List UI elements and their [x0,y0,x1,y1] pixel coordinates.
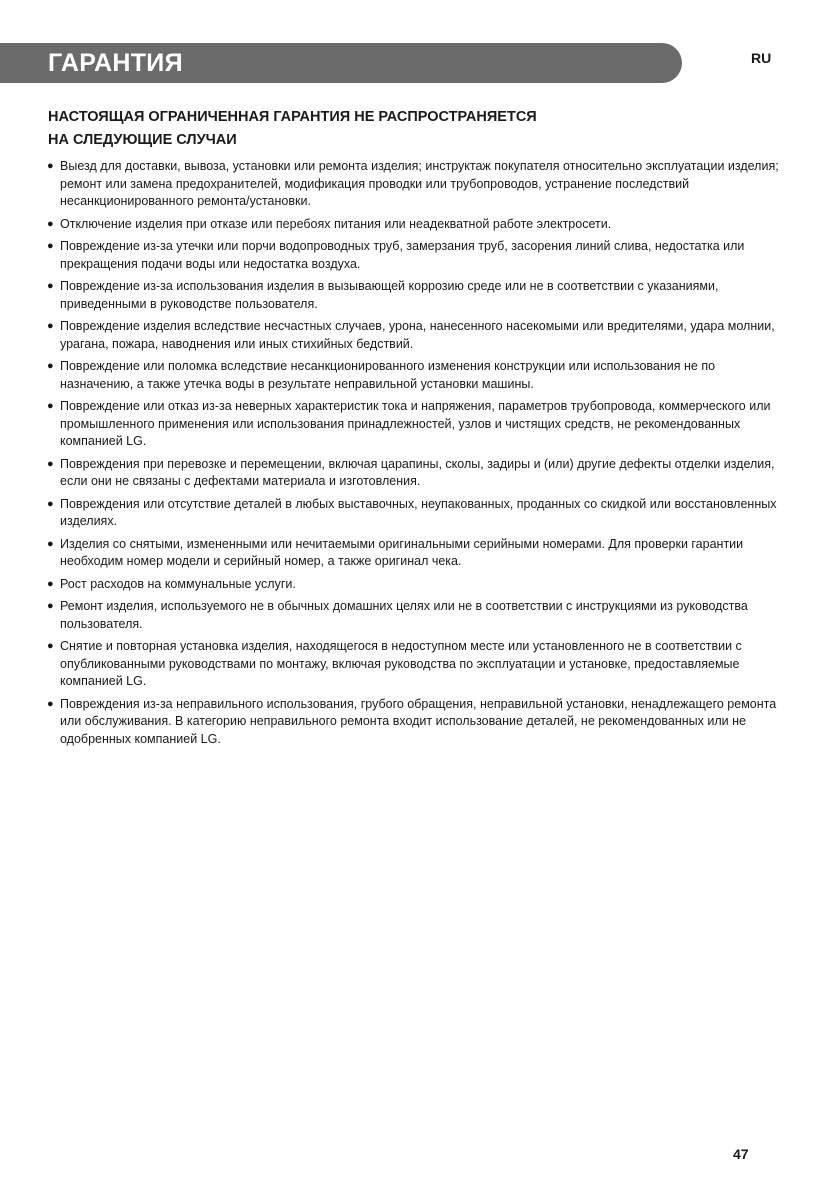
list-item-text: Снятие и повторная установка изделия, находящегося в недоступном месте или установленного не в соответствии с опубликованными руководствами по монтажу, включая руководства по эксплуатации и установке, предоставляемые компанией LG. [60,639,742,688]
bullet-icon: ● [47,537,54,550]
exclusions-list [47,158,779,753]
bullet-icon: ● [47,217,54,230]
list-item-text: Повреждение из-за использования изделия в вызывающей коррозию среде или не в соответствии с указаниями, приведенными в руководстве пользователя. [60,279,719,311]
page-number: 47 [733,1146,749,1162]
language-code: RU [751,50,772,66]
bullet-icon: ● [47,640,54,652]
bullet-icon: ● [47,697,54,710]
bullet-icon: ● [47,160,54,172]
list-item-text: Повреждения или отсутствие деталей в любых выставочных, неупакованных, проданных со скидкой или восстановленных изделиях. [60,496,777,528]
list-item [47,318,779,353]
section-heading-line-2: НА СЛЕДУЮЩИЕ СЛУЧАИ [48,132,237,148]
bullet-icon: ● [47,320,54,332]
list-item [47,456,779,491]
bullet-icon: ● [47,497,54,510]
list-item-text: Изделия со снятыми, измененными или нечитаемыми оригинальными серийными номерами. Для проверки гарантии необходим номер модели и серийный номер, а также оригинал чека. [60,536,744,568]
list-item [47,638,779,691]
list-item [47,598,779,633]
bullet-icon: ● [47,457,54,470]
list-item [47,358,779,393]
list-item-text: Повреждение из-за утечки или порчи водопроводных труб, замерзания труб, засорения линий слива, недостатка или прекращения подачи воды или недостатка воздуха. [60,239,745,271]
list-item [47,576,779,594]
list-item [47,158,779,211]
list-item-text: Повреждение или поломка вследствие несанкционированного изменения конструкции или использования не по назначению, а также утечка воды в результате неправильной установки машины. [60,359,716,391]
list-item [47,496,779,531]
list-item-text: Выезд для доставки, вывоза, установки или ремонта изделия; инструктаж покупателя относительно эксплуатации изделия; ремонт или замена предохранителей, модификация проводки или трубопроводов, устранение последствий несанкционированного ремонта/установки. [60,159,779,208]
list-item-text: Отключение изделия при отказе или перебоях питания или неадекватной работе электросети. [60,216,612,231]
section-heading [48,106,768,152]
list-item [47,536,779,571]
list-item [47,238,779,273]
header-band [0,43,682,83]
list-item [47,398,779,451]
bullet-icon: ● [47,577,54,590]
list-item-text: Ремонт изделия, используемого не в обычных домашних целях или не в соответствии с инструкциями из руководства пользователя. [60,599,748,631]
bullet-icon: ● [47,240,54,252]
list-item-text: Повреждение или отказ из-за неверных характеристик тока и напряжения, параметров трубопровода, коммерческого или промышленного применения или использования принадлежностей, узлов и чистящих средств, не рекомендованных компанией LG. [60,399,771,448]
list-item-text: Повреждение изделия вследствие несчастных случаев, урона, нанесенного насекомыми или вредителями, удара молнии, урагана, пожара, наводнения или иных стихийных бедствий. [60,319,775,351]
page-title: ГАРАНТИЯ [48,49,183,77]
bullet-icon: ● [47,400,54,412]
bullet-icon: ● [47,280,54,292]
list-item [47,696,779,749]
list-item [47,278,779,313]
bullet-icon: ● [47,360,54,372]
section-heading-line-1: НАСТОЯЩАЯ ОГРАНИЧЕННАЯ ГАРАНТИЯ НЕ РАСПРОСТРАНЯЕТСЯ [48,109,537,125]
list-item-text: Повреждения при перевозке и перемещении, включая царапины, сколы, задиры и (или) другие дефекты отделки изделия, если они не связаны с дефектами материала и изготовления. [60,456,775,488]
bullet-icon: ● [47,600,54,612]
list-item [47,216,779,234]
list-item-text: Рост расходов на коммунальные услуги. [60,576,296,591]
list-item-text: Повреждения из-за неправильного использования, грубого обращения, неправильной установки, ненадлежащего ремонта или обслуживания. В категорию неправильного ремонта входит использование деталей, не рекомендованных или не одобренных компанией LG. [60,696,777,746]
